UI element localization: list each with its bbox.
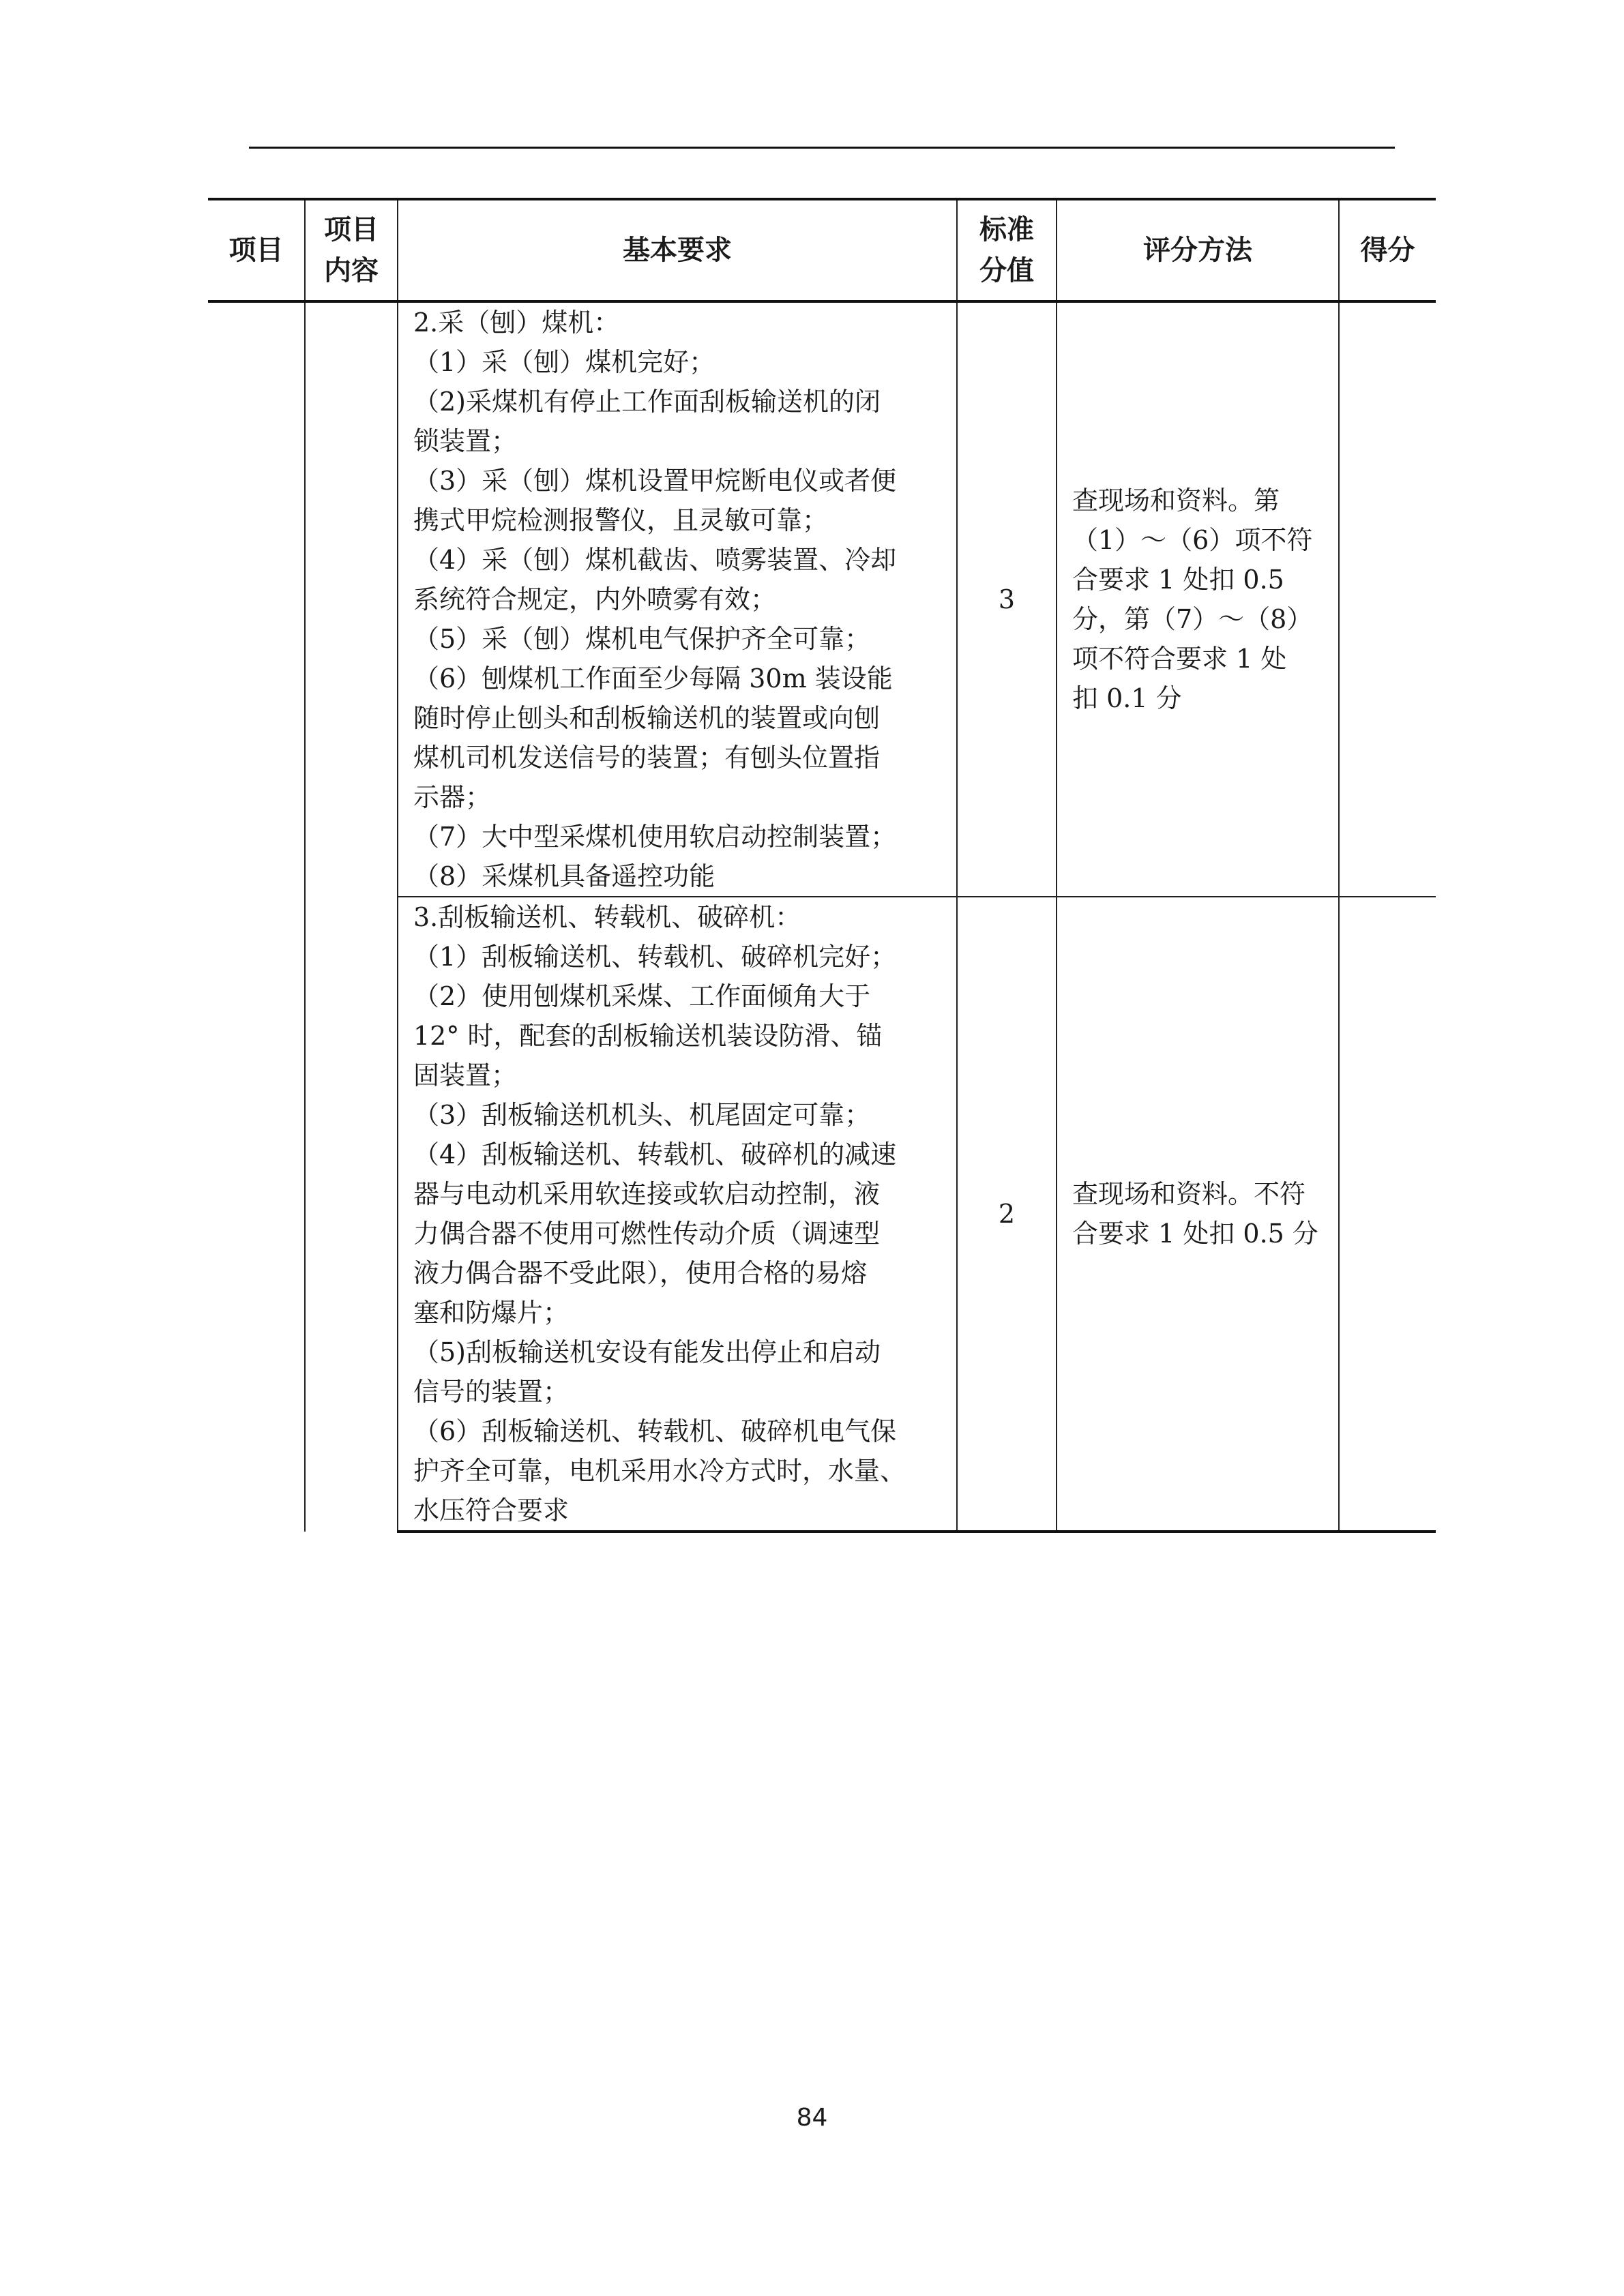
scoring-method-cell: [1057, 897, 1339, 1532]
text-line: （4）刮板输送机、转载机、破碎机的减速: [413, 1139, 897, 1169]
text-line: 查现场和资料。不符: [1072, 1179, 1306, 1209]
text-line: （7）大中型采煤机使用软启动控制装置；: [413, 822, 897, 852]
header-project: 项目: [208, 199, 305, 301]
standard-value-cell: 3: [957, 301, 1057, 897]
text-line: （1）～（6）项不符: [1072, 525, 1313, 555]
text-line: （1）刮板输送机、转载机、破碎机完好；: [413, 942, 897, 972]
text-line: （3）刮板输送机机头、机尾固定可靠；: [413, 1100, 871, 1130]
page-number: 84: [796, 2104, 828, 2132]
text-line: 合要求 1 处扣 0.5: [1072, 565, 1284, 595]
requirement-cell: [398, 897, 957, 1532]
text-line: 塞和防爆片；: [413, 1298, 570, 1328]
table-row: [208, 301, 1436, 897]
text-line: （2）使用刨煤机采煤、工作面倾角大于: [413, 981, 871, 1011]
text-line: （3）采（刨）煤机设置甲烷断电仪或者便: [413, 466, 897, 496]
text-line: （2)采煤机有停止工作面刮板输送机的闭: [413, 387, 881, 417]
text-line: 系统符合规定，内外喷雾有效；: [413, 584, 777, 614]
header-scoring-method: 评分方法: [1057, 199, 1339, 301]
text-line: 2.采（刨）煤机：: [413, 308, 620, 338]
header-standard-value: 标准 分值: [957, 199, 1057, 301]
text-line: （5)刮板输送机安设有能发出停止和启动: [413, 1337, 881, 1367]
requirement-cell: [398, 301, 957, 897]
text-line: 示器；: [413, 782, 492, 812]
table-header-row: [208, 199, 1436, 301]
text-line: 项不符合要求 1 处: [1072, 644, 1287, 674]
project-cell: [208, 301, 305, 1532]
text-line: 水压符合要求: [413, 1495, 570, 1525]
text-line: （6）刮板输送机、转载机、破碎机电气保: [413, 1416, 897, 1446]
score-cell: [1339, 897, 1436, 1532]
standard-value-cell: 2: [957, 897, 1057, 1532]
text-line: （5）采（刨）煤机电气保护齐全可靠；: [413, 624, 871, 654]
text-line: 3.刮板输送机、转载机、破碎机：: [413, 902, 801, 932]
text-line: 信号的装置；: [413, 1377, 570, 1407]
scoring-method-cell: [1057, 301, 1339, 897]
text-line: 护齐全可靠，电机采用水冷方式时，水量、: [413, 1456, 906, 1486]
text-line: 煤机司机发送信号的装置；有刨头位置指: [413, 743, 881, 773]
text-line: 合要求 1 处扣 0.5 分: [1072, 1219, 1318, 1249]
text-line: （4）采（刨）煤机截齿、喷雾装置、冷却: [413, 545, 897, 575]
text-line: 液力偶合器不受此限），使用合格的易熔: [413, 1258, 868, 1288]
text-line: 固装置；: [413, 1060, 518, 1090]
text-line: 力偶合器不使用可燃性传动介质（调速型: [413, 1219, 881, 1249]
text-line: 扣 0.1 分: [1072, 683, 1182, 713]
text-line: （8）采煤机具备遥控功能: [413, 861, 715, 891]
text-line: （6）刨煤机工作面至少每隔 30m 装设能: [413, 664, 893, 694]
score-cell: [1339, 301, 1436, 897]
header-score: 得分: [1339, 199, 1436, 301]
text-line: （1）采（刨）煤机完好；: [413, 347, 715, 377]
text-line: 随时停止刨头和刮板输送机的装置或向刨: [413, 703, 881, 733]
text-line: 查现场和资料。第: [1072, 486, 1280, 516]
header-basic-requirement: 基本要求: [398, 199, 957, 301]
text-line: 分，第（7）～（8）: [1072, 604, 1313, 634]
text-line: 携式甲烷检测报警仪，且灵敏可靠；: [413, 505, 829, 535]
project-content-cell: [305, 301, 398, 1532]
scoring-table: [208, 198, 1436, 1533]
text-line: 器与电动机采用软连接或软启动控制，液: [413, 1179, 881, 1209]
header-project-content: 项目 内容: [305, 199, 398, 301]
text-line: 12° 时，配套的刮板输送机装设防滑、锚: [413, 1021, 883, 1051]
text-line: 锁装置；: [413, 426, 518, 456]
header-rule: [249, 147, 1395, 149]
